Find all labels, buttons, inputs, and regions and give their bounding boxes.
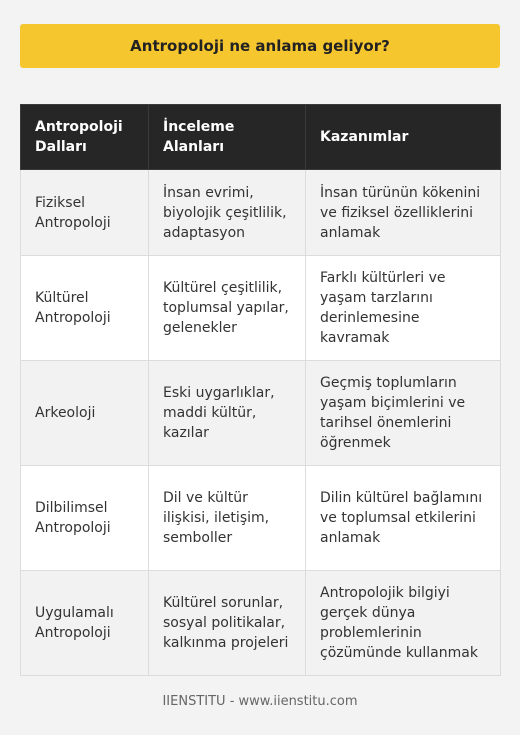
cell-study-area: İnsan evrimi, biyolojik çeşitlilik, adaptasyon: [149, 170, 306, 256]
cell-gain: İnsan türünün kökenini ve fiziksel özelliklerini anlamak: [306, 170, 501, 256]
cell-gain: Farklı kültürleri ve yaşam tarzlarını derinlemesine kavramak: [306, 256, 501, 361]
cell-branch: Dilbilimsel Antropoloji: [21, 466, 149, 571]
table-row: [21, 170, 501, 256]
cell-gain: Dilin kültürel bağlamını ve toplumsal etkilerini anlamak: [306, 466, 501, 571]
table-row: [21, 466, 501, 571]
cell-branch: Fiziksel Antropoloji: [21, 170, 149, 256]
header-branches: Antropoloji Dalları: [21, 105, 149, 170]
cell-study-area: Kültürel çeşitlilik, toplumsal yapılar, gelenekler: [149, 256, 306, 361]
header-study-areas: İnceleme Alanları: [149, 105, 306, 170]
cell-gain: Antropolojik bilgiyi gerçek dünya problemlerinin çözümünde kullanmak: [306, 571, 501, 676]
cell-study-area: Kültürel sorunlar, sosyal politikalar, kalkınma projeleri: [149, 571, 306, 676]
page-title: [20, 24, 500, 68]
page-title-text: Antropoloji ne anlama geliyor?: [130, 37, 390, 55]
cell-branch: Uygulamalı Antropoloji: [21, 571, 149, 676]
cell-gain: Geçmiş toplumların yaşam biçimlerini ve tarihsel önemlerini öğrenmek: [306, 361, 501, 466]
cell-study-area: Dil ve kültür ilişkisi, iletişim, semboller: [149, 466, 306, 571]
header-gains: Kazanımlar: [306, 105, 501, 170]
table-header-row: [21, 105, 501, 170]
cell-study-area: Eski uygarlıklar, maddi kültür, kazılar: [149, 361, 306, 466]
anthropology-table: [20, 104, 501, 676]
cell-branch: Kültürel Antropoloji: [21, 256, 149, 361]
table-row: [21, 256, 501, 361]
cell-branch: Arkeoloji: [21, 361, 149, 466]
table-row: [21, 571, 501, 676]
footer-credit: IIENSTITU - www.iienstitu.com: [162, 694, 358, 709]
table-row: [21, 361, 501, 466]
